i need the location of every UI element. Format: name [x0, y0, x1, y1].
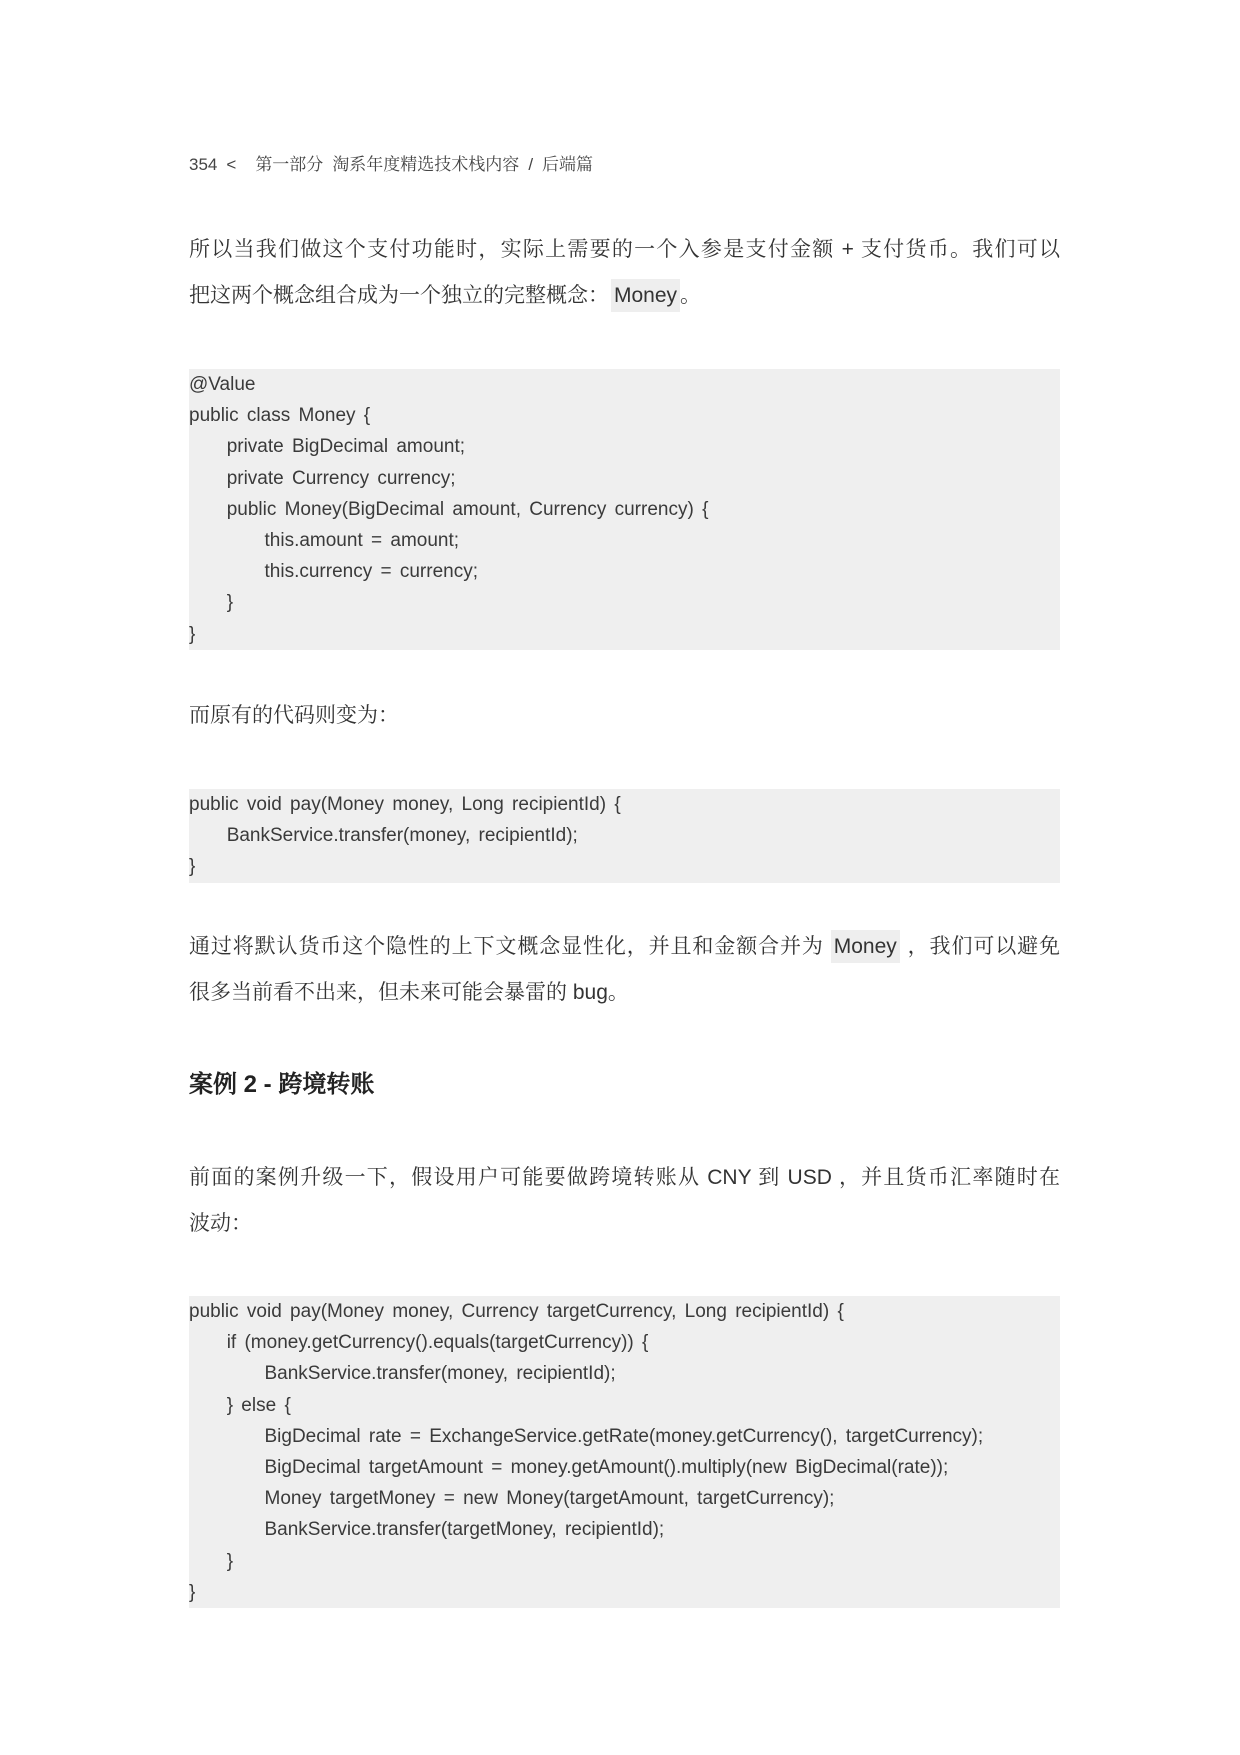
code-line: Money targetMoney = new Money(targetAmount, targetCurrency); — [264, 1488, 835, 1510]
intro-paragraph — [189, 227, 1060, 319]
transition-line: 而原有的代码则变为： — [189, 704, 399, 727]
header-part: 第一部分 — [255, 155, 324, 174]
code-line: BankService.transfer(money, recipientId); — [226, 825, 578, 847]
code-line: private BigDecimal amount; — [226, 436, 466, 458]
summary-line-1 — [189, 924, 1060, 970]
code-line: this.amount = amount; — [264, 529, 460, 551]
case2-line-2: 波动： — [189, 1212, 252, 1235]
code-line: } — [226, 1550, 234, 1572]
code-line: this.currency = currency; — [264, 561, 478, 583]
code-line: if (money.getCurrency().equals(targetCurrency)) { — [226, 1332, 649, 1354]
code-line: } — [226, 592, 234, 614]
transition-paragraph — [189, 693, 1060, 739]
page-number: 354 — [189, 155, 218, 174]
summary-paragraph — [189, 924, 1060, 1016]
inline-code-money: Money — [831, 930, 900, 963]
code-block-pay — [189, 789, 1060, 883]
intro-line-2-text: 把这两个概念组合成为一个独立的完整概念： — [189, 284, 609, 307]
summary-line-1-text: 通过将默认货币这个隐性的上下文概念显性化，并且和金额合并为 — [189, 935, 824, 958]
code-line: } — [189, 1581, 196, 1603]
code-line: BankService.transfer(targetMoney, recipientId); — [264, 1519, 665, 1541]
code-block-cross-border-pay — [189, 1296, 1060, 1608]
code-line: } — [189, 856, 196, 878]
header-book-title: 淘系年度精选技术栈内容 — [332, 155, 520, 174]
code-line: @Value — [189, 374, 256, 395]
header-section: 后端篇 — [542, 155, 594, 174]
intro-line-1: 所以当我们做这个支付功能时，实际上需要的一个入参是支付金额 + 支付货币。我们可以 — [189, 238, 1060, 261]
code-block-money-class — [189, 369, 1060, 650]
section-heading: 案例 2 - 跨境转账 — [189, 1071, 375, 1098]
summary-line-2: 很多当前看不出来，但未来可能会暴雷的 bug。 — [189, 981, 629, 1004]
code-line: public Money(BigDecimal amount, Currency currency) { — [226, 498, 709, 520]
code-line: public class Money { — [189, 405, 371, 427]
header-divider: / — [528, 155, 534, 174]
intro-line-2-end: 。 — [680, 284, 702, 307]
intro-line-2 — [189, 273, 1060, 319]
code-line: public void pay(Money money, Long recipientId) { — [189, 794, 621, 815]
header-arrow: < — [226, 155, 237, 174]
case2-line-1: 前面的案例升级一下，假设用户可能要做跨境转账从 CNY 到 USD ，并且货币汇率随时在 — [189, 1166, 1060, 1189]
code-line: } else { — [226, 1394, 291, 1416]
code-line: BigDecimal rate = ExchangeService.getRate(money.getCurrency(), targetCurrency); — [264, 1425, 984, 1447]
inline-code-money: Money — [611, 279, 680, 312]
running-header — [189, 153, 1060, 177]
code-line: BankService.transfer(money, recipientId); — [264, 1363, 616, 1385]
summary-line-1-end: ，我们可以避免 — [906, 935, 1060, 958]
code-line: BigDecimal targetAmount = money.getAmount().multiply(new BigDecimal(rate)); — [264, 1456, 949, 1478]
code-line: private Currency currency; — [226, 467, 456, 489]
code-line: } — [189, 623, 196, 645]
case2-paragraph — [189, 1155, 1060, 1247]
code-line: public void pay(Money money, Currency targetCurrency, Long recipientId) { — [189, 1301, 844, 1322]
